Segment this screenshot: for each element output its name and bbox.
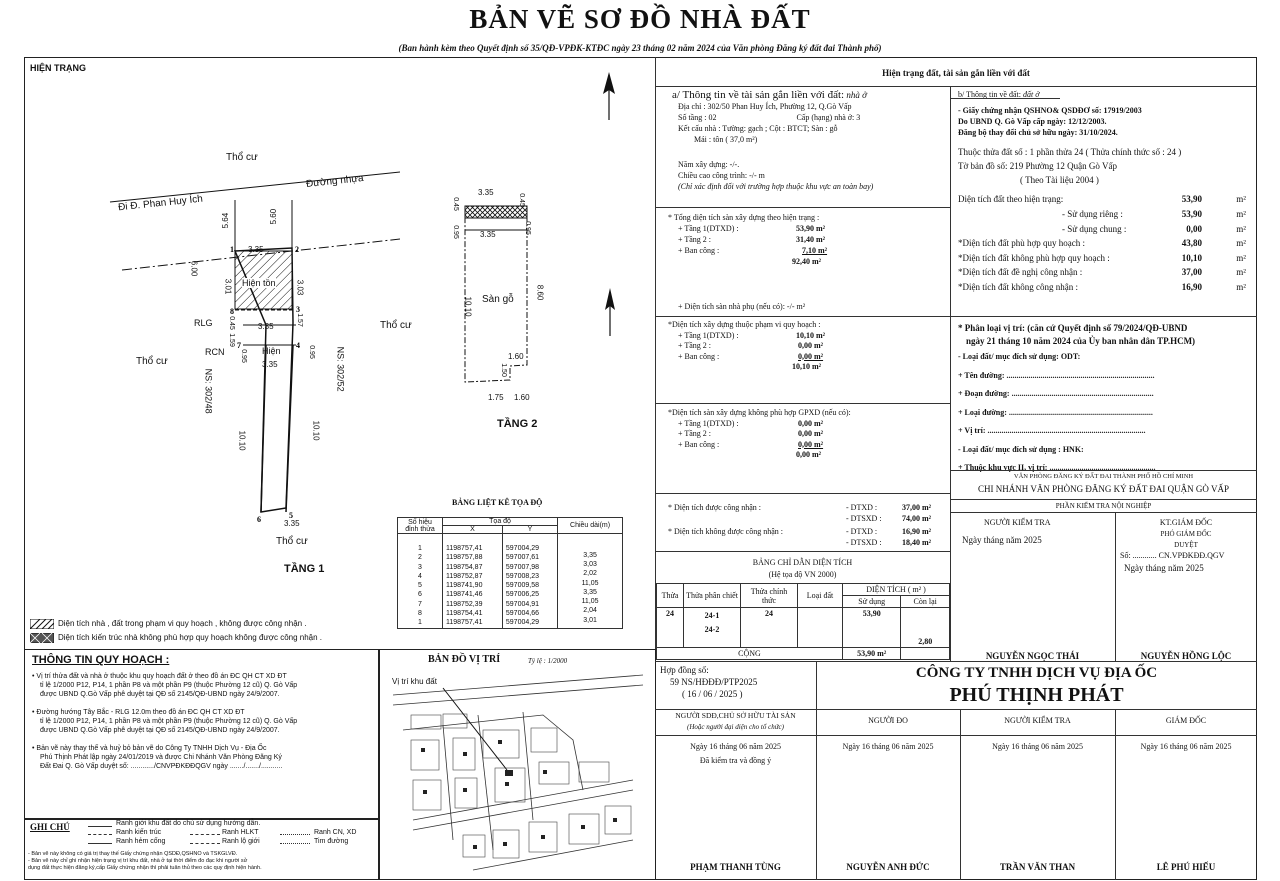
f2-dim-045a: 0.45 (451, 197, 459, 211)
sig-name-1: PHẠM THANH TÙNG (690, 862, 781, 872)
ghi-chu-item-5: Ranh lộ giới (222, 838, 260, 845)
label-rlg: RLG (194, 318, 213, 328)
pt-3: 3 (296, 305, 300, 314)
coord-cell: 1198754,41 (446, 610, 483, 618)
floor1-title: TẦNG 1 (284, 563, 325, 575)
f2-dim-1010: 10.10 (463, 296, 473, 317)
coord-cell: 11,05 (581, 598, 599, 606)
ghi-chu-notes: - Bản vẽ này không có giá trị thay thế Giấy chứng nhận QSDĐ,QSHNO và TSKGLVĐ. - Bản vẽ này chỉ ghi nhận hiện trạng vị trí khu đất, nhà ở tại thời điểm đo đạc khi người sử dụng đất thực hiện đăng ký,cấp Giấy chứng nhận thì phải tuân thủ theo các quy định hiện hành. (28, 851, 262, 871)
kt-giam-doc: KT.GIÁM ĐỐC (1159, 518, 1213, 527)
land-area-rows (958, 194, 1252, 296)
f2-dim-160b: 1.60 (514, 393, 530, 402)
sig-col1-head2: (Hoặc người đại diện cho tổ chức) (687, 723, 784, 731)
coord-cell: 11,05 (581, 579, 599, 587)
coord-cell: 1 (418, 545, 422, 552)
coord-cell: 2,02 (583, 570, 597, 578)
coord-cell: 2,04 (583, 607, 597, 615)
coord-cell: 1198741,90 (446, 582, 483, 590)
coord-cell: 6 (418, 591, 422, 599)
pt-4: 4 (296, 341, 300, 350)
tong-dt: * Tổng diện tích sàn xây dựng theo hiện trạng : + Tầng 1(DTXD) : 53,90 m² + Tầng 2 : 31,40 m² + Ban công : 7,10 m² 92,40 m² + Diện tích sàn nhà phụ (nếu có): -/- m² (668, 213, 828, 311)
sig-name-3: TRẦN VĂN THAN (999, 862, 1076, 872)
sig-name-2: NGUYỄN ANH ĐỨC (846, 862, 930, 872)
coord-cell: 597004,66 (505, 610, 539, 618)
vpdk-line2: CHI NHÁNH VĂN PHÒNG ĐĂNG KÝ ĐẤT ĐAI QUẬN GÒ VẤP (977, 484, 1229, 494)
north-arrow-icon-2 (600, 288, 620, 338)
coord-cell: 1 (418, 619, 422, 627)
coord-cell: 597007,98 (505, 563, 539, 571)
pho-giam-doc: PHÓ GIÁM ĐỐC (1160, 530, 1212, 538)
sig-col2-date: Ngày 16 tháng 06 năm 2025 (842, 742, 934, 751)
dim-560: 5.60 (269, 208, 279, 225)
trong-qh: *Diện tích xây dựng thuộc phạm vi quy hoạch : + Tầng 1(DTXD) : 10,10 m² + Tầng 2 : 0,00 m² + Ban công : 0,00 m² 10,10 m² (668, 320, 826, 371)
phan-loai: * Phân loại vị trí: (căn cứ Quyết định số 79/2024/QĐ-UBND ngày 21 tháng 10 năm 2024 của Ủy ban nhân dân TP.HCM) - Loại đất/ mục đích sử dụng: ODT: + Tên đường: .......................................................................... + Đoạn đường: ....................................................................... + Loại đường: ........................................................................ + Vị trí: ............................................................................... - Loại đất/ mục đích sử dụng : HNK: + Thuộc khu vực II, vị trí: ..................................................... (958, 323, 1196, 472)
coord-cell: 1198757,41 (446, 619, 483, 627)
sig-col2-head: NGƯỜI ĐO (868, 716, 908, 725)
label-tho-cu-left: Thổ cư (136, 356, 168, 367)
ghi-chu-item-0: Ranh giới khu đất do chủ sử dụng hướng dẫn. (116, 820, 261, 827)
coord-cell: 8 (418, 610, 422, 618)
label-duong-nhua: Đường nhựa (305, 173, 365, 190)
north-arrow-icon (598, 72, 620, 122)
land-area-row: *Diện tích đất đề nghị công nhận : 37,00 m² (958, 267, 1246, 277)
coord-cell: 597007,61 (505, 554, 539, 562)
area-table-sub: (Hệ tọa độ VN 2000) (768, 570, 837, 579)
ghi-chu-item-6: Tim đường (314, 838, 349, 845)
sig-col1-agree: Đã kiểm tra và đồng ý (699, 756, 772, 765)
label-ns-302-52: NS: 302/52 (335, 346, 346, 392)
ngay-duyet: Ngày tháng năm 2025 (1124, 563, 1204, 573)
f2-dim-150: 1.50 (499, 363, 507, 377)
dim-564: 5.64 (221, 212, 231, 229)
planning-p2: • Đường hướng Tây Bắc - RLG 12.0m theo đồ án ĐC QH CT XD ĐT tỉ lệ 1/2000 P12, P14, 1 phần P8 và một phần P9 (thuộc Phường 12 cũ) Q. Gò Vấp được UBND Q.Gò Vấp phê duyệt tại QĐ số 2145/QĐ-UBND ngày 24/9/2007. (32, 709, 298, 734)
ngay-kiem-tra: Ngày tháng năm 2025 (962, 535, 1042, 545)
coord-cell: 1198741,46 (446, 591, 483, 599)
location-map-scale: Tỷ lệ : 1/2000 (528, 657, 568, 665)
ghi-chu-item-3: Ranh CN, XD (314, 829, 357, 836)
land-area-row: - Sử dụng riêng : 53,90 m² (1062, 209, 1246, 219)
coord-cell: 597004,29 (505, 619, 539, 627)
label-rcn: RCN (205, 347, 225, 357)
dim-095a: 0.95 (239, 349, 247, 363)
sig-col3-head: NGƯỜI KIỂM TRA (1004, 716, 1071, 725)
label-street: Đi Đ. Phan Huy Ích (117, 193, 204, 214)
document-subtitle: (Ban hành kèm theo Quyết định số 35/QĐ-VPĐK-KTĐC ngày 23 tháng 02 năm 2024 của Văn phòng Đăng ký đất đai Thành phố) (398, 43, 882, 53)
f2-label-san-go: Sàn gỗ (482, 294, 514, 305)
f2-dim-095b: 0.95 (523, 221, 531, 235)
pt-6: 6 (257, 515, 261, 524)
company-name-1: CÔNG TY TNHH DỊCH VỤ ĐỊA ỐC (915, 665, 1158, 681)
label-tho-cu-bottom: Thổ cư (276, 536, 308, 547)
location-map-vitri: Vị trí khu đất (392, 677, 437, 686)
location-map (383, 670, 653, 876)
sig-col3-date: Ngày 16 tháng 06 năm 2025 (992, 742, 1083, 751)
coord-cell: 597004,29 (505, 545, 539, 552)
ghi-chu-item-4: Ranh hẻm cống (116, 838, 166, 845)
f2-dim-335a: 3.35 (478, 188, 494, 197)
coord-cell: 7 (418, 600, 422, 608)
planning-title: THÔNG TIN QUY HOẠCH : (32, 654, 170, 666)
coord-cell: 1198757,41 (446, 545, 483, 552)
sig-col1-date: Ngày 16 tháng 06 năm 2025 (690, 742, 781, 751)
label-ns-302-48: NS: 302/48 (203, 368, 214, 414)
label-hien: Hiện (262, 346, 281, 356)
duyet: DUYỆT (1174, 541, 1198, 549)
coord-cell: 1198754,87 (446, 563, 483, 571)
pt-8: 8 (230, 307, 234, 316)
dim-335d: 3.35 (284, 519, 300, 528)
coord-cell: 1198752,87 (446, 572, 483, 580)
land-area-row: Diện tích đất theo hiện trạng: 53,90 m² (958, 194, 1246, 204)
coord-cell: 3,03 (583, 560, 597, 568)
sig-col4-date: Ngày 16 tháng 06 năm 2025 (1140, 742, 1232, 751)
asset-info: a/ Thông tin về tài sản gắn liền với đất: nhà ở Địa chỉ : 302/50 Phan Huy Ích, Phường 12, Q.Gò Vấp Số tầng : 02 Cấp (hạng) nhà ở: 3 Kết cấu nhà : Tường: gạch ; Cột : BTCT; Sàn : gỗ Mái : tôn ( 37,0 m²) Năm xây dựng: -/-. Chiều cao công trình: -/- m (Chỉ xác định đối với trường hợp thuộc khu vực an toàn bay) (672, 89, 874, 191)
hien-trang-label: HIỆN TRẠNG (30, 63, 86, 73)
land-area-row: *Diện tích đất không phù hợp quy hoạch : 10,10 m² (958, 252, 1246, 263)
coord-cell: 1198757,88 (446, 554, 483, 562)
coord-table-title: BẢNG LIỆT KÊ TỌA ĐỘ (452, 498, 543, 507)
planning-p3: • Bản vẽ này thay thế và huỷ bỏ bản vẽ do Công Ty TNHH Dịch Vụ - Địa Ốc Phú Thịnh Phát lập ngày 24/01/2019 và được Chi Nhánh Văn Phòng Đăng Ký Đất Đai Q. Gò Vấp duyệt số: ............/CNVPĐKĐĐQGV ngày ......./......./........... (32, 745, 283, 770)
hop-dong: Hợp đồng số: 59 NS/HĐĐĐ/PTP2025 ( 16 / 06 / 2025 ) (660, 665, 758, 699)
f2-dim-045b: 0.45 (517, 193, 525, 207)
land-area-row: *Diện tích đất không công nhận : 16,90 m² (958, 281, 1246, 292)
f2-dim-160a: 1.60 (508, 352, 524, 361)
location-map-title: BẢN ĐỒ VỊ TRÍ (428, 654, 501, 665)
label-tho-cu-top: Thổ cư (226, 152, 258, 163)
planning-p1: • Vị trí thửa đất và nhà ở thuộc khu quy hoạch đất ở theo đồ án ĐC QH CT XD ĐT tỉ lệ 1/2000 P12, P14, 1 phần P8 và một phần P9 (thuộc Phường 12 cũ) Q. Gò Vấp được UBND Q.Gò Vấp phê duyệt tại QĐ số 2145/QĐ-UBND ngày 24/9/2007. (32, 673, 298, 698)
area-table: Thửa Thửa phân chiết Thửa chính thức Loại đất DIỆN TÍCH ( m² ) Sử dụng Còn lại 24 24-1 24-2 24 53,90 2,80 CỘNG 53,90 m² (656, 583, 950, 660)
dim-303: 3.03 (295, 279, 305, 296)
pt-1: 1 (230, 245, 234, 254)
dim-1010b: 10.10 (311, 420, 321, 441)
ghi-chu-item-2: Ranh HLKT (222, 829, 259, 836)
dim-095b: 0.95 (307, 345, 315, 359)
label-hien-ton: Hiện tồn (242, 278, 276, 288)
sig-loc: NGUYỄN HỒNG LỘC (1140, 651, 1232, 661)
dim-157: 1.57 (295, 313, 303, 327)
coord-cell: 4 (418, 572, 422, 580)
dim-045: 0.45 (227, 316, 235, 330)
sig-col1-head: NGƯỜI SDĐ,CHỦ SỞ HỮU TÀI SẢN (675, 711, 796, 720)
area-table-title: BẢNG CHỈ DẪN DIỆN TÍCH (752, 558, 853, 567)
company-name-2: PHÚ THỊNH PHÁT (949, 684, 1124, 706)
coord-cell: 597004,91 (505, 600, 539, 608)
land-area-row: *Diện tích đất phù hợp quy hoạch : 43,80 m² (958, 238, 1246, 248)
coord-cell: 3,35 (583, 588, 597, 596)
sig-name-4: LÊ PHÚ HIẾU (1156, 862, 1216, 872)
f2-dim-095a: 0.95 (451, 225, 459, 239)
coord-table: Số hiệu đỉnh thửa Tọa độ Chiều dài(m) X Y 1 2 3 4 5 6 7 8 1 1198757,41 1198757,88 1198754,87 1198752,87 1198741,90 1198741,46 1198752,39 1198754,41 1198757,41 597004,29 597007,61 597007,98 597008,23 597009,58 597006,25 597004,91 597004,66 597004,29 3,35 3,03 2,02 11,05 3,35 11,05 2,04 3,01 (397, 517, 623, 629)
dim-159: 1.59 (227, 333, 235, 347)
dim-301: 3.01 (223, 278, 233, 295)
pt-2: 2 (295, 245, 299, 254)
f2-dim-335b: 3.35 (480, 230, 496, 239)
coord-cell: 2 (418, 554, 422, 562)
legend-hatch1: Diện tích nhà , đất trong phạm vi quy hoạch , không được công nhận . (58, 619, 307, 628)
floor2-title: TẦNG 2 (497, 418, 538, 430)
f2-dim-175: 1.75 (488, 393, 504, 402)
cong-nhan: * Diện tích được công nhận : - DTXD : 37,00 m² - DTSXD : 74,00 m² * Diện tích không được công nhận : - DTXD : 16,90 m² - DTSXD : 18,40 m² (668, 503, 932, 547)
ghi-chu-item-1: Ranh kiến trúc (116, 829, 162, 836)
khong-phu-hop: *Diện tích sàn xây dựng không phù hợp GPXD (nếu có): + Tầng 1(DTXD) : 0,00 m² + Tầng 2 : 0,00 m² + Ban công : 0,00 m² 0,00 m² (668, 408, 851, 459)
dim-335b: 3.35 (258, 322, 274, 331)
coord-cell: 597008,23 (505, 572, 539, 580)
coord-cell: 1198752,39 (446, 600, 483, 608)
sig-col4-head: GIÁM ĐỐC (1165, 716, 1207, 725)
nguoi-kiem-tra-label: NGƯỜI KIỂM TRA (984, 518, 1051, 527)
pt-7: 7 (237, 341, 241, 350)
vpdk-line1: VĂN PHÒNG ĐĂNG KÝ ĐẤT ĐAI THÀNH PHỐ HỒ CHÍ MINH (1013, 473, 1194, 480)
f2-dim-860: 8.60 (535, 284, 545, 301)
coord-cell: 3,01 (583, 616, 597, 624)
coord-cell: 3 (418, 563, 422, 571)
legend-hatch2: Diện tích kiến trúc nhà không phù hợp quy hoạch không được công nhận . (58, 633, 323, 642)
coord-cell: 597006,25 (505, 591, 539, 599)
dim-1010a: 10.10 (237, 430, 247, 451)
coord-cell: 597009,58 (505, 582, 539, 590)
land-area-row: - Sử dụng chung : 0,00 m² (1062, 223, 1246, 234)
so-duyet: Số: ............ CN.VPĐKĐĐ.QGV (1120, 551, 1225, 560)
coord-cell: 5 (418, 582, 422, 590)
phan-kiem-tra: PHẦN KIỂM TRA NỘI NGHIỆP (1055, 502, 1152, 510)
dim-600: 6.00 (189, 260, 199, 277)
right-header: Hiện trạng đất, tài sản gắn liền với đất (882, 68, 1030, 78)
pt-5: 5 (289, 511, 293, 520)
sig-thai: NGUYỄN NGỌC THÁI (985, 651, 1080, 661)
document-title: BẢN VẼ SƠ ĐỒ NHÀ ĐẤT (469, 4, 811, 34)
coord-cell: 3,35 (583, 551, 597, 559)
label-tho-cu-right: Thổ cư (380, 320, 412, 331)
dim-335a: 3.35 (248, 245, 264, 254)
ghi-chu-title: GHI CHÚ (30, 822, 70, 832)
dim-335c: 3.35 (262, 360, 278, 369)
